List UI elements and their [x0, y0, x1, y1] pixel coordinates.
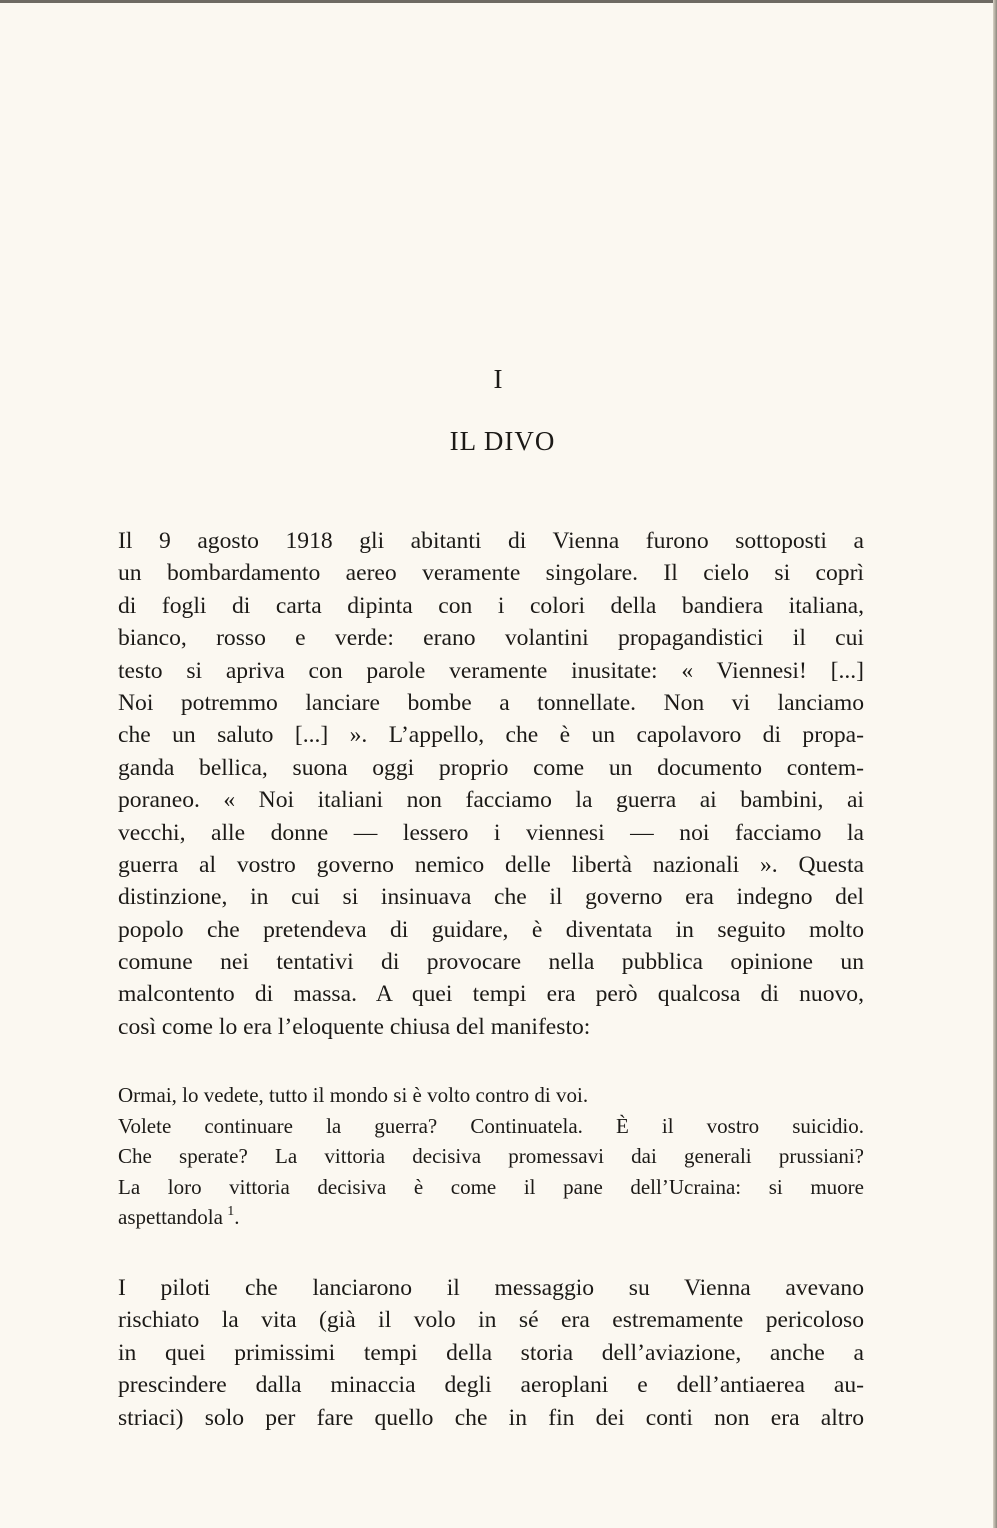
- text-line: guerra al vostro governo nemico delle libertà nazionali ». Questa: [118, 851, 864, 878]
- chapter-title: IL DIVO: [449, 426, 556, 456]
- text-line: in quei primissimi tempi della storia dell’aviazione, anche a: [118, 1339, 864, 1366]
- quote-line: Volete continuare la guerra? Continuatela. È il vostro suicidio.: [118, 1113, 864, 1138]
- quote-line: Ormai, lo vedete, tutto il mondo si è volto contro di voi.: [118, 1083, 589, 1107]
- text-line: Noi potremmo lanciare bombe a tonnellate. Non vi lanciamo: [118, 689, 864, 716]
- text-line: bianco, rosso e verde: erano volantini propagandistici il cui: [118, 625, 864, 652]
- text-line: testo si apriva con parole veramente inusitate: « Viennesi! [...]: [118, 657, 864, 684]
- text-line: che un saluto [...] ». L’appello, che è un capolavoro di propa-: [118, 722, 864, 749]
- quote-last-text: aspettandola: [118, 1205, 223, 1229]
- paragraph-2: [118, 1272, 864, 1434]
- quote-line-final: [118, 1202, 864, 1233]
- text-line: vecchi, alle donne — lessero i viennesi — noi facciamo la: [118, 819, 864, 846]
- text-line: prescindere dalla minaccia degli aeroplani e dell’antiaerea au-: [118, 1372, 864, 1399]
- block-quote: [118, 1080, 864, 1233]
- text-line: un bombardamento aereo veramente singolare. Il cielo si coprì: [118, 560, 864, 587]
- text-line: rischiato la vita (già il volo in sé era estremamente pericoloso: [118, 1307, 864, 1334]
- quote-line: La loro vittoria decisiva è come il pane dell’Ucraina: si muore: [118, 1174, 864, 1199]
- footnote-reference: 1: [227, 1204, 235, 1219]
- text-line: striaci) solo per fare quello che in fin dei conti non era altro: [118, 1404, 864, 1431]
- page-edge-shadow: [993, 0, 997, 1528]
- quote-line: Che sperate? La vittoria decisiva promessavi dai generali prussiani?: [118, 1144, 864, 1168]
- text-line: poraneo. « Noi italiani non facciamo la guerra ai bambini, ai: [118, 787, 864, 814]
- text-line: I piloti che lanciarono il messaggio su Vienna avevano: [118, 1275, 864, 1301]
- text-line: di fogli di carta dipinta con i colori della bandiera italiana,: [118, 592, 864, 619]
- quote-end-period: .: [234, 1205, 240, 1229]
- text-line: così come lo era l’eloquente chiusa del manifesto:: [118, 1013, 591, 1040]
- chapter-number: I: [493, 364, 504, 394]
- text-line: distinzione, in cui si insinuava che il governo era indegno del: [118, 884, 864, 911]
- paragraph-1: [118, 525, 864, 1043]
- text-line: comune nei tentativi di provocare nella pubblica opinione un: [118, 949, 864, 976]
- text-line: popolo che pretendeva di guidare, è diventata in seguito molto: [118, 916, 864, 943]
- text-line: Il 9 agosto 1918 gli abitanti di Vienna furono sottoposti a: [118, 528, 864, 554]
- top-edge-rule: [0, 0, 997, 3]
- text-line: ganda bellica, suona oggi proprio come un documento contem-: [118, 754, 864, 781]
- text-line: malcontento di massa. A quei tempi era però qualcosa di nuovo,: [118, 981, 864, 1008]
